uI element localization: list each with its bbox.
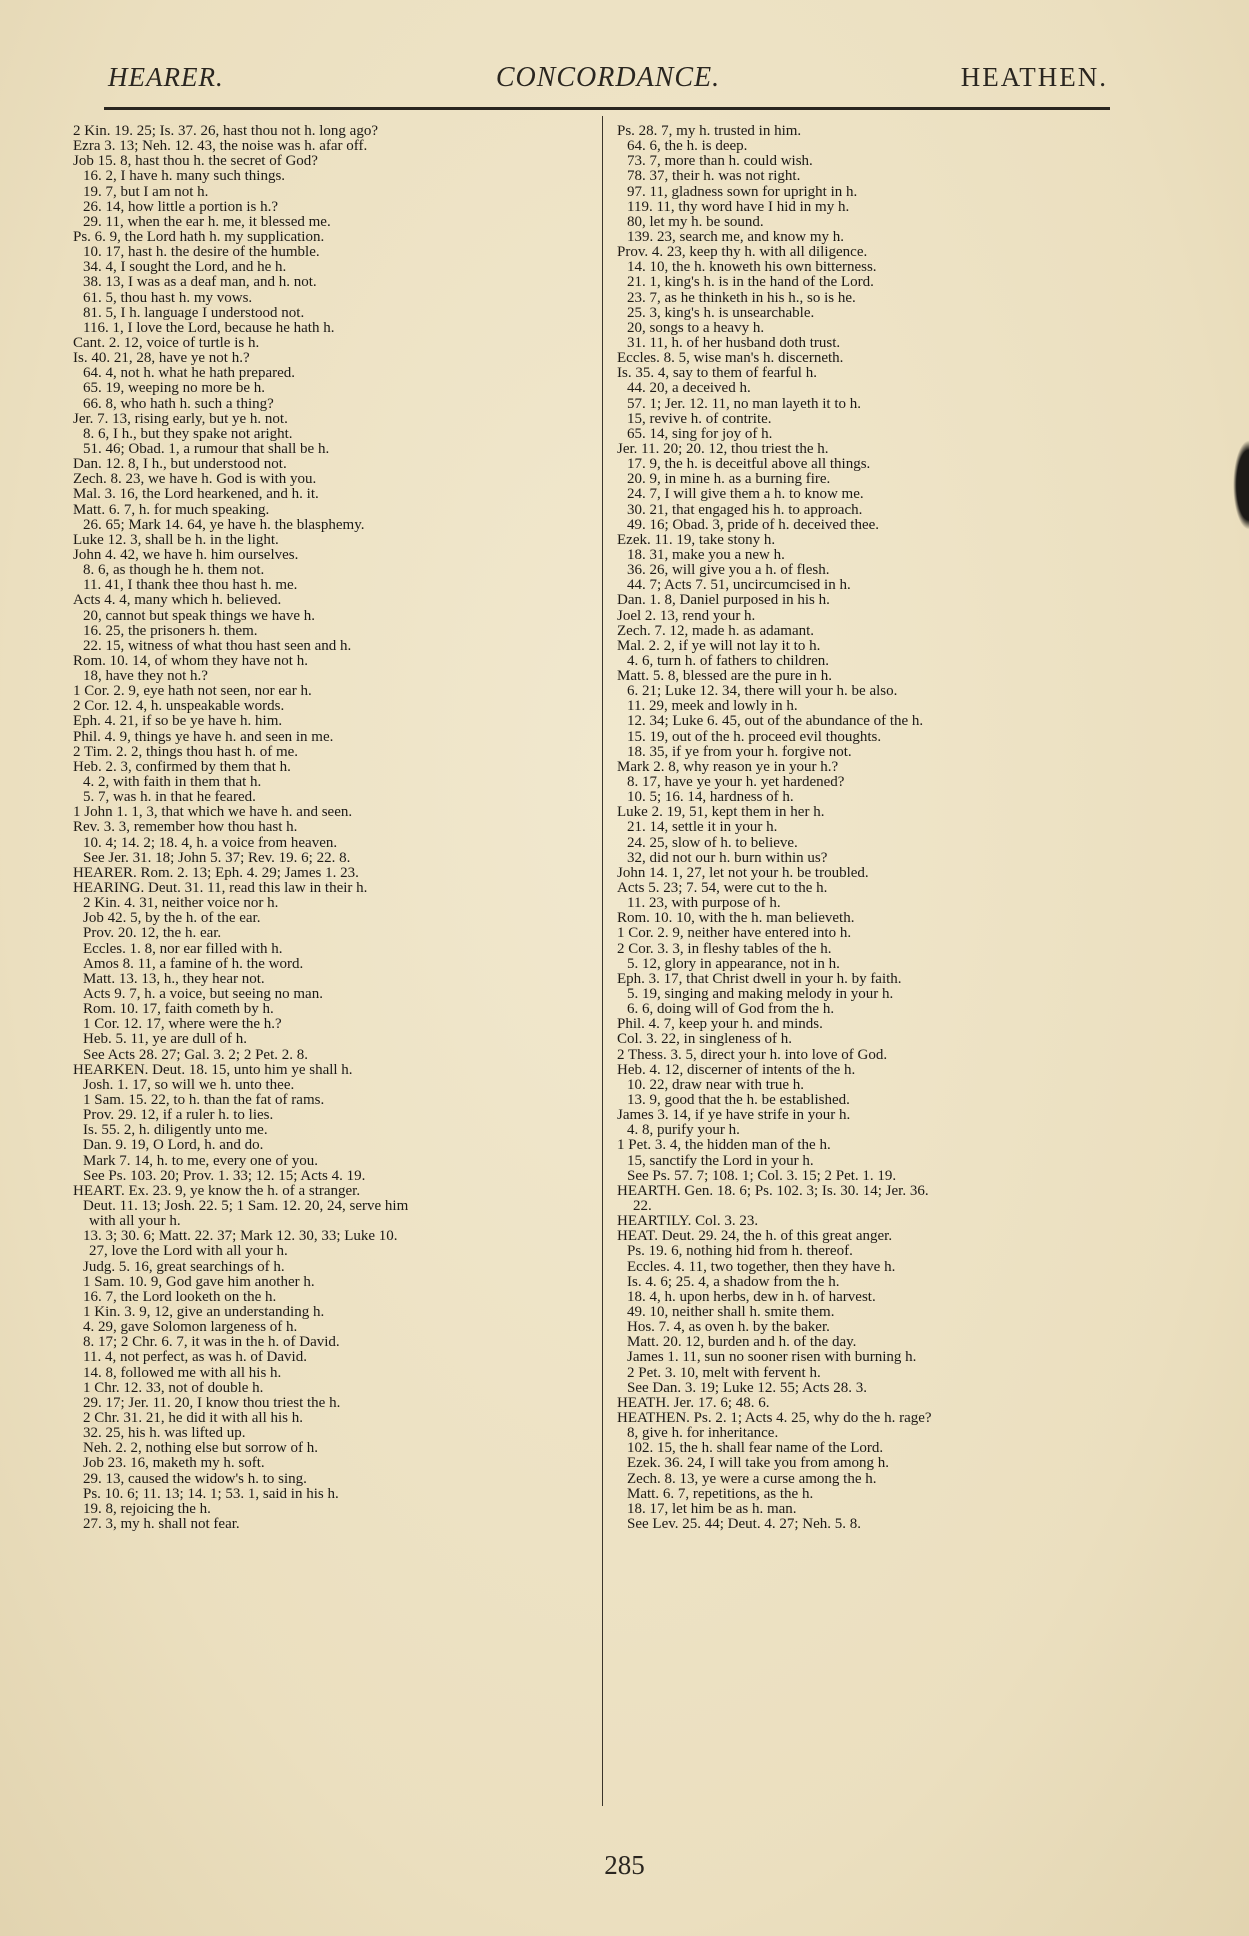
concordance-line: 1 Sam. 10. 9, God gave him another h. [83, 1274, 315, 1290]
concordance-line: Heb. 2. 3, confirmed by them that h. [73, 759, 291, 775]
concordance-line: Job 23. 16, maketh my h. soft. [83, 1456, 265, 1472]
concordance-line: See Dan. 3. 19; Luke 12. 55; Acts 28. 3. [627, 1380, 867, 1396]
concordance-line: Matt. 20. 12, burden and h. of the day. [627, 1335, 857, 1351]
concordance-line: John 14. 1, 27, let not your h. be troubled. [617, 865, 869, 881]
concordance-line: 81. 5, I h. language I understood not. [83, 305, 305, 321]
concordance-line: 78. 37, their h. was not right. [627, 169, 801, 185]
concordance-line: 10. 5; 16. 14, hardness of h. [627, 790, 794, 806]
concordance-line: Phil. 4. 9, things ye have h. and seen in me. [73, 729, 334, 745]
concordance-line: 64. 4, not h. what he hath prepared. [83, 366, 296, 382]
concordance-line: 32, did not our h. burn within us? [627, 850, 828, 866]
concordance-line: 2 Kin. 4. 31, neither voice nor h. [83, 896, 279, 912]
concordance-line: Mal. 3. 16, the Lord hearkened, and h. it. [73, 487, 319, 503]
concordance-line: 13. 3; 30. 6; Matt. 22. 37; Mark 12. 30, 33; Luke 10. [83, 1229, 398, 1245]
concordance-line: 44. 7; Acts 7. 51, uncircumcised in h. [627, 578, 851, 594]
concordance-line: 4. 29, gave Solomon largeness of h. [83, 1320, 298, 1336]
concordance-line: Hos. 7. 4, as oven h. by the baker. [627, 1320, 830, 1336]
concordance-line: 10. 17, hast h. the desire of the humble. [83, 245, 320, 261]
concordance-line: Neh. 2. 2, nothing else but sorrow of h. [83, 1441, 318, 1457]
running-header [108, 62, 1108, 102]
concordance-line: 15, sanctify the Lord in your h. [627, 1153, 814, 1169]
concordance-line: Rom. 10. 10, with the h. man believeth. [617, 911, 855, 927]
concordance-line: 18. 31, make you a new h. [627, 547, 785, 563]
concordance-line: 6. 6, doing will of God from the h. [627, 1002, 835, 1018]
concordance-line: See Lev. 25. 44; Deut. 4. 27; Neh. 5. 8. [627, 1516, 861, 1532]
concordance-line: John 4. 42, we have h. him ourselves. [73, 547, 299, 563]
concordance-line: Ps. 10. 6; 11. 13; 14. 1; 53. 1, said in his h. [83, 1486, 339, 1502]
concordance-line: 22. 15, witness of what thou hast seen and h. [83, 638, 352, 654]
concordance-line: Job 15. 8, hast thou h. the secret of God? [73, 154, 318, 170]
concordance-line: 65. 14, sing for joy of h. [627, 426, 773, 442]
concordance-line: 11. 29, meek and lowly in h. [627, 699, 798, 715]
concordance-line: Eccles. 1. 8, nor ear filled with h. [83, 941, 283, 957]
concordance-line: 20, cannot but speak things we have h. [83, 608, 316, 624]
concordance-line: HEARING. Deut. 31. 11, read this law in their h. [73, 881, 368, 897]
concordance-line: Prov. 4. 23, keep thy h. with all diligence. [617, 245, 868, 261]
concordance-line: 6. 21; Luke 12. 34, there will your h. be also. [627, 684, 898, 700]
concordance-line: HEATHEN. Ps. 2. 1; Acts 4. 25, why do the h. rage? [617, 1410, 932, 1426]
concordance-line: 16. 25, the prisoners h. them. [83, 623, 258, 639]
concordance-line: Mark 7. 14, h. to me, every one of you. [83, 1153, 318, 1169]
concordance-line: Ps. 28. 7, my h. trusted in him. [617, 124, 802, 139]
concordance-line: Ezra 3. 13; Neh. 12. 43, the noise was h. afar off. [73, 139, 368, 155]
concordance-line: 34. 4, I sought the Lord, and he h. [83, 260, 287, 276]
concordance-line: 24. 25, slow of h. to believe. [627, 835, 798, 851]
concordance-line: 116. 1, I love the Lord, because he hath h. [83, 320, 335, 336]
concordance-line: 1 Cor. 12. 17, where were the h.? [83, 1017, 282, 1033]
concordance-line: 32. 25, his h. was lifted up. [83, 1426, 246, 1442]
concordance-line: James 3. 14, if ye have strife in your h. [617, 1108, 851, 1124]
concordance-line: See Ps. 103. 20; Prov. 1. 33; 12. 15; Acts 4. 19. [83, 1168, 366, 1184]
concordance-line: 11. 41, I thank thee thou hast h. me. [83, 578, 298, 594]
concordance-line: Acts 4. 4, many which h. believed. [73, 593, 282, 609]
concordance-line: 139. 23, search me, and know my h. [627, 229, 845, 245]
concordance-line: Zech. 7. 12, made h. as adamant. [617, 623, 815, 639]
concordance-line: Ps. 6. 9, the Lord hath h. my supplication. [73, 229, 325, 245]
concordance-line: 4. 2, with faith in them that h. [83, 775, 262, 791]
concordance-line: Matt. 6. 7, h. for much speaking. [73, 502, 270, 518]
concordance-line: Eph. 3. 17, that Christ dwell in your h. by faith. [617, 971, 902, 987]
concordance-line: 61. 5, thou hast h. my vows. [83, 290, 253, 306]
concordance-line: 2 Tim. 2. 2, things thou hast h. of me. [73, 744, 299, 760]
concordance-line: Cant. 2. 12, voice of turtle is h. [73, 335, 260, 351]
concordance-line: 36. 26, will give you a h. of flesh. [627, 563, 830, 579]
concordance-line: 8, give h. for inheritance. [627, 1426, 779, 1442]
concordance-line: 1 Cor. 2. 9, neither have entered into h. [617, 926, 852, 942]
concordance-line: 1 Chr. 12. 33, not of double h. [83, 1380, 264, 1396]
concordance-line: HEART. Ex. 23. 9, ye know the h. of a stranger. [73, 1183, 361, 1199]
concordance-line: James 1. 11, sun no sooner risen with burning h. [627, 1350, 917, 1366]
concordance-line: 11. 4, not perfect, as was h. of David. [83, 1350, 307, 1366]
concordance-line: HEARTH. Gen. 18. 6; Ps. 102. 3; Is. 30. 14; Jer. 36. [617, 1183, 929, 1199]
concordance-line: HEARER. Rom. 2. 13; Eph. 4. 29; James 1. 23. [73, 865, 359, 881]
concordance-line: 16. 2, I have h. many such things. [83, 169, 286, 185]
concordance-line: Matt. 5. 8, blessed are the pure in h. [617, 669, 832, 685]
concordance-line: Is. 35. 4, say to them of fearful h. [617, 366, 817, 382]
concordance-line: 26. 65; Mark 14. 64, ye have h. the blasphemy. [83, 517, 365, 533]
concordance-line: 1 Pet. 3. 4, the hidden man of the h. [617, 1138, 831, 1154]
concordance-line: 10. 4; 14. 2; 18. 4, h. a voice from heaven. [83, 835, 338, 851]
concordance-line: Heb. 5. 11, ye are dull of h. [83, 1032, 247, 1048]
concordance-line: 27, love the Lord with all your h. [89, 1244, 288, 1260]
concordance-line: 14. 10, the h. knoweth his own bitterness. [627, 260, 877, 276]
concordance-line: 15, revive h. of contrite. [627, 411, 772, 427]
concordance-line: HEARTILY. Col. 3. 23. [617, 1214, 759, 1230]
concordance-line: 29. 11, when the ear h. me, it blessed me. [83, 214, 331, 230]
concordance-line: Heb. 4. 12, discerner of intents of the h. [617, 1062, 856, 1078]
concordance-line: Judg. 5. 16, great searchings of h. [83, 1259, 285, 1275]
concordance-line: 2 Thess. 3. 5, direct your h. into love of God. [617, 1047, 888, 1063]
concordance-line: 2 Cor. 3. 3, in fleshy tables of the h. [617, 941, 832, 957]
concordance-line: 18. 17, let him be as h. man. [627, 1501, 797, 1517]
concordance-line: 29. 13, caused the widow's h. to sing. [83, 1471, 307, 1487]
concordance-line: HEARKEN. Deut. 18. 15, unto him ye shall h. [73, 1062, 353, 1078]
concordance-line: Deut. 11. 13; Josh. 22. 5; 1 Sam. 12. 20, 24, serve him [83, 1198, 409, 1214]
header-rule [104, 107, 1110, 110]
concordance-line: 8. 17; 2 Chr. 6. 7, it was in the h. of David. [83, 1335, 340, 1351]
concordance-line: 65. 19, weeping no more be h. [83, 381, 266, 397]
concordance-line: 13. 9, good that the h. be established. [627, 1093, 850, 1108]
concordance-line: Rom. 10. 17, faith cometh by h. [83, 1002, 274, 1018]
concordance-line: Luke 12. 3, shall be h. in the light. [73, 532, 279, 548]
header-title: CONCORDANCE. [495, 62, 721, 93]
right-column [617, 124, 1117, 1532]
concordance-line: 1 Kin. 3. 9, 12, give an understanding h. [83, 1304, 325, 1320]
concordance-line: Dan. 12. 8, I h., but understood not. [73, 457, 287, 473]
concordance-line: 25. 3, king's h. is unsearchable. [627, 305, 815, 321]
concordance-line: Ezek. 11. 19, take stony h. [617, 532, 776, 548]
concordance-line: 17. 9, the h. is deceitful above all things. [627, 457, 871, 473]
concordance-line: 102. 15, the h. shall fear name of the Lord. [627, 1441, 884, 1457]
concordance-line: 18, have they not h.? [83, 669, 208, 685]
concordance-line: See Jer. 31. 18; John 5. 37; Rev. 19. 6; 22. 8. [83, 850, 351, 866]
concordance-line: 8. 6, I h., but they spake not aright. [83, 426, 293, 442]
concordance-line: Matt. 6. 7, repetitions, as the h. [627, 1486, 814, 1502]
concordance-line: 1 Cor. 2. 9, eye hath not seen, nor ear h. [73, 684, 312, 700]
concordance-line: Luke 2. 19, 51, kept them in her h. [617, 805, 825, 821]
concordance-line: Rom. 10. 14, of whom they have not h. [73, 653, 308, 669]
concordance-line: Acts 9. 7, h. a voice, but seeing no man. [83, 987, 323, 1003]
concordance-line: Amos 8. 11, a famine of h. the word. [83, 956, 304, 972]
concordance-line: 4. 6, turn h. of fathers to children. [627, 653, 830, 669]
concordance-line: Jer. 11. 20; 20. 12, thou triest the h. [617, 441, 829, 457]
concordance-line: See Acts 28. 27; Gal. 3. 2; 2 Pet. 2. 8. [83, 1047, 308, 1063]
concordance-line: 51. 46; Obad. 1, a rumour that shall be h. [83, 441, 330, 457]
concordance-line: 20, songs to a heavy h. [627, 320, 765, 336]
concordance-line: 2 Pet. 3. 10, melt with fervent h. [627, 1365, 821, 1381]
concordance-line: 49. 16; Obad. 3, pride of h. deceived thee. [627, 517, 880, 533]
concordance-line: 23. 7, as he thinketh in his h., so is he. [627, 290, 856, 306]
concordance-line: 57. 1; Jer. 12. 11, no man layeth it to h. [627, 396, 862, 412]
concordance-line: 21. 1, king's h. is in the hand of the Lord. [627, 275, 874, 291]
concordance-line: 8. 6, as though he h. them not. [83, 563, 265, 579]
concordance-line: Phil. 4. 7, keep your h. and minds. [617, 1017, 823, 1033]
page-edge-shadow [1233, 440, 1249, 530]
concordance-line: 5. 12, glory in appearance, not in h. [627, 956, 840, 972]
concordance-line: Zech. 8. 23, we have h. God is with you. [73, 472, 317, 488]
concordance-line: See Ps. 57. 7; 108. 1; Col. 3. 15; 2 Pet. 1. 19. [627, 1168, 897, 1184]
concordance-line: 24. 7, I will give them a h. to know me. [627, 487, 864, 503]
concordance-line: with all your h. [89, 1214, 181, 1230]
concordance-line: Joel 2. 13, rend your h. [617, 608, 756, 624]
concordance-line: 11. 23, with purpose of h. [627, 896, 781, 912]
concordance-line: Dan. 1. 8, Daniel purposed in his h. [617, 593, 830, 609]
concordance-line: 5. 7, was h. in that he feared. [83, 790, 256, 806]
concordance-line: Is. 55. 2, h. diligently unto me. [83, 1123, 268, 1139]
concordance-line: Prov. 29. 12, if a ruler h. to lies. [83, 1108, 274, 1124]
concordance-line: 49. 10, neither shall h. smite them. [627, 1304, 835, 1320]
concordance-line: 73. 7, more than h. could wish. [627, 154, 813, 170]
concordance-line: Jer. 7. 13, rising early, but ye h. not. [73, 411, 288, 427]
concordance-line: Ps. 19. 6, nothing hid from h. thereof. [627, 1244, 853, 1260]
concordance-line: Job 42. 5, by the h. of the ear. [83, 911, 261, 927]
concordance-line: 2 Kin. 19. 25; Is. 37. 26, hast thou not h. long ago? [73, 124, 378, 139]
concordance-line: Is. 4. 6; 25. 4, a shadow from the h. [627, 1274, 840, 1290]
concordance-line: Eccles. 8. 5, wise man's h. discerneth. [617, 351, 844, 367]
concordance-line: 2 Chr. 31. 21, he did it with all his h. [83, 1410, 303, 1426]
concordance-line: 29. 17; Jer. 11. 20, I know thou triest the h. [83, 1395, 341, 1411]
concordance-line: 26. 14, how little a portion is h.? [83, 199, 278, 215]
concordance-line: 66. 8, who hath h. such a thing? [83, 396, 274, 412]
concordance-line: Col. 3. 22, in singleness of h. [617, 1032, 792, 1048]
concordance-line: 19. 8, rejoicing the h. [83, 1501, 211, 1517]
header-last-entry: HEATHEN. [960, 62, 1108, 92]
concordance-line: 19. 7, but I am not h. [83, 184, 209, 200]
concordance-line: 18. 4, h. upon herbs, dew in h. of harvest. [627, 1289, 876, 1305]
concordance-line: 12. 34; Luke 6. 45, out of the abundance of the h. [627, 714, 924, 730]
concordance-line: 15. 19, out of the h. proceed evil thoughts. [627, 729, 882, 745]
left-column [73, 124, 593, 1532]
concordance-line: 5. 19, singing and making melody in your h. [627, 987, 894, 1003]
concordance-line: Matt. 13. 13, h., they hear not. [83, 971, 265, 987]
concordance-line: 21. 14, settle it in your h. [627, 820, 778, 836]
concordance-line: 4. 8, purify your h. [627, 1123, 740, 1139]
concordance-line: 64. 6, the h. is deep. [627, 139, 748, 155]
concordance-line: 38. 13, I was as a deaf man, and h. not. [83, 275, 317, 291]
concordance-line: Rev. 3. 3, remember how thou hast h. [73, 820, 298, 836]
concordance-line: Ezek. 36. 24, I will take you from among h. [627, 1456, 890, 1472]
concordance-line: 20. 9, in mine h. as a burning fire. [627, 472, 831, 488]
concordance-line: 18. 35, if ye from your h. forgive not. [627, 744, 852, 760]
concordance-line: 119. 11, thy word have I hid in my h. [627, 199, 850, 215]
concordance-line: Mal. 2. 2, if ye will not lay it to h. [617, 638, 821, 654]
page-number: 285 [604, 1850, 645, 1880]
concordance-line: Eph. 4. 21, if so be ye have h. him. [73, 714, 283, 730]
concordance-line: HEATH. Jer. 17. 6; 48. 6. [617, 1395, 770, 1411]
concordance-line: Josh. 1. 17, so will we h. unto thee. [83, 1077, 295, 1093]
concordance-line: 22. [633, 1198, 652, 1214]
column-divider [602, 116, 603, 1806]
concordance-line: 1 John 1. 1, 3, that which we have h. and seen. [73, 805, 353, 821]
concordance-line: Prov. 20. 12, the h. ear. [83, 926, 222, 942]
concordance-line: Eccles. 4. 11, two together, then they have h. [627, 1259, 896, 1275]
concordance-line: 44. 20, a deceived h. [627, 381, 751, 397]
concordance-line: 8. 17, have ye your h. yet hardened? [627, 775, 845, 791]
header-first-entry: HEARER. [108, 62, 224, 92]
concordance-line: Zech. 8. 13, ye were a curse among the h. [627, 1471, 877, 1487]
concordance-line: Mark 2. 8, why reason ye in your h.? [617, 759, 839, 775]
concordance-line: 2 Cor. 12. 4, h. unspeakable words. [73, 699, 285, 715]
concordance-line: Is. 40. 21, 28, have ye not h.? [73, 351, 250, 367]
concordance-line: 30. 21, that engaged his h. to approach. [627, 502, 863, 518]
concordance-line: 80, let my h. be sound. [627, 214, 764, 230]
concordance-line: 97. 11, gladness sown for upright in h. [627, 184, 858, 200]
concordance-line: HEAT. Deut. 29. 24, the h. of this great anger. [617, 1229, 893, 1245]
concordance-line: 10. 22, draw near with true h. [627, 1077, 805, 1093]
concordance-line: Acts 5. 23; 7. 54, were cut to the h. [617, 881, 828, 897]
concordance-line: 14. 8, followed me with all his h. [83, 1365, 282, 1381]
concordance-line: Dan. 9. 19, O Lord, h. and do. [83, 1138, 264, 1154]
concordance-line: 31. 11, h. of her husband doth trust. [627, 335, 841, 351]
concordance-line: 1 Sam. 15. 22, to h. than the fat of rams. [83, 1093, 325, 1108]
concordance-line: 27. 3, my h. shall not fear. [83, 1516, 240, 1532]
concordance-line: 16. 7, the Lord looketh on the h. [83, 1289, 277, 1305]
